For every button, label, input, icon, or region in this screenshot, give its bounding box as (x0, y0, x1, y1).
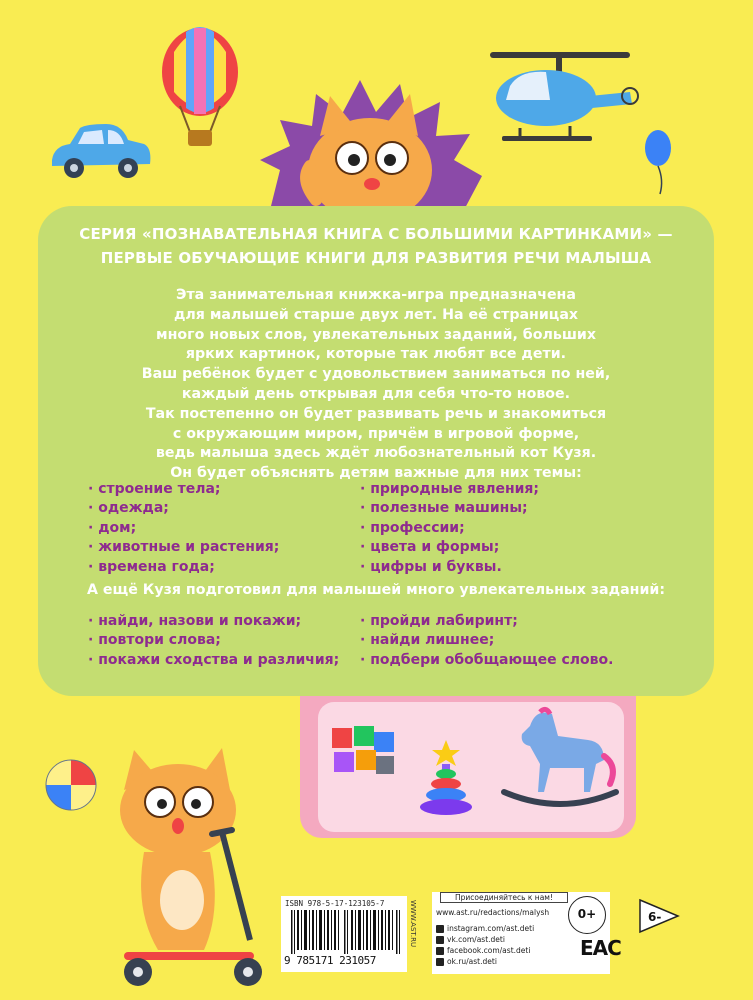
social-ok[interactable] (436, 957, 497, 966)
social-link-text: ok.ru/ast.deti (447, 957, 497, 966)
list-item: · найди, назови и покажи; (88, 612, 339, 631)
tasks-list-left (88, 612, 339, 670)
list-item: · повтори слова; (88, 631, 339, 650)
blue-car-illustration (46, 120, 156, 184)
series-title (38, 222, 714, 270)
hot-air-balloon-illustration (150, 22, 250, 162)
age-recommended-text: 6- (648, 910, 662, 924)
intro-line: Так постепенно он будет развивать речь и знакомиться (145, 405, 607, 422)
barcode-bars (291, 910, 401, 954)
social-facebook[interactable] (436, 946, 530, 955)
series-title-line-1: СЕРИЯ «ПОЗНАВАТЕЛЬНАЯ КНИГА С БОЛЬШИМИ КАРТИНКАМИ» — (79, 225, 673, 243)
eac-mark: EAC (580, 936, 621, 960)
intro-line: для малышей старше двух лет. На её страницах (173, 306, 579, 323)
list-item: · одежда; (88, 499, 279, 518)
instagram-icon (436, 925, 444, 933)
puzzle-pieces-illustration (328, 722, 398, 782)
join-us-label: Присоединяйтесь к нам! (440, 892, 568, 903)
intro-line: с окружающим миром, причём в игровой форме, (172, 425, 580, 442)
social-link-text: vk.com/ast.deti (447, 935, 505, 944)
list-item: · покажи сходства и различия; (88, 651, 339, 670)
social-vk[interactable] (436, 935, 505, 944)
vk-icon (436, 936, 444, 944)
vertical-site-text: WWW.AST.RU (409, 900, 417, 948)
barcode-box (281, 896, 407, 972)
social-link-text: instagram.com/ast.deti (447, 924, 535, 933)
list-item: · дом; (88, 519, 279, 538)
ok-icon (436, 958, 444, 966)
list-item: · подбери обобщающее слово. (360, 651, 613, 670)
beach-ball-illustration (44, 758, 98, 812)
intro-paragraph (60, 286, 692, 484)
age-rating-badge: 0+ (568, 896, 606, 934)
intro-line: ярких картинок, которые так любят все дети. (185, 346, 567, 363)
list-item: · цвета и формы; (360, 538, 539, 557)
social-instagram[interactable] (436, 924, 534, 933)
intro-line: каждый день открывая для себя что-то новое. (181, 385, 571, 402)
pyramid-toy-illustration (414, 740, 478, 818)
intro-line: Эта занимательная книжка-игра предназначена (176, 287, 576, 303)
barcode-digits: 9 785171 231057 (284, 954, 376, 967)
cat-on-scooter-illustration (104, 740, 274, 990)
tasks-intro: А ещё Кузя подготовил для малышей много увлекательных заданий: (87, 582, 665, 598)
list-item: · времена года; (88, 558, 279, 577)
facebook-icon (436, 947, 444, 955)
isbn-text: ISBN 978-5-17-123105-7 (285, 899, 385, 908)
social-link-text: facebook.com/ast.deti (447, 946, 531, 955)
intro-line: Ваш ребёнок будет с удовольствием заниматься по ней, (141, 366, 611, 383)
intro-line: много новых слов, увлекательных заданий, больших (156, 326, 596, 343)
series-title-line-2: ПЕРВЫЕ ОБУЧАЮЩИЕ КНИГИ ДЛЯ РАЗВИТИЯ РЕЧИ МАЛЫША (100, 249, 652, 267)
list-item: · профессии; (360, 519, 539, 538)
topics-list-left (88, 480, 279, 577)
age-recommended-badge (636, 896, 682, 936)
list-item: · найди лишнее; (360, 631, 613, 650)
helicopter-illustration (480, 40, 640, 150)
list-item: · полезные машины; (360, 499, 539, 518)
tasks-list-right (360, 612, 613, 670)
list-item: · строение тела; (88, 480, 279, 499)
website-url[interactable]: www.ast.ru/redactions/malysh (436, 908, 550, 917)
topics-list-right (360, 480, 539, 577)
balloon-illustration (640, 126, 680, 196)
list-item: · животные и растения; (88, 538, 279, 557)
hedgehog-cat-illustration (250, 60, 490, 210)
intro-line: ведь малыша здесь ждёт любознательный кот Кузя. (155, 445, 597, 462)
rocking-horse-illustration (500, 706, 620, 816)
list-item: · природные явления; (360, 480, 539, 499)
list-item: · цифры и буквы. (360, 558, 539, 577)
intro-line: Он будет объяснять детям важные для них темы: (170, 465, 582, 482)
list-item: · пройди лабиринт; (360, 612, 613, 631)
